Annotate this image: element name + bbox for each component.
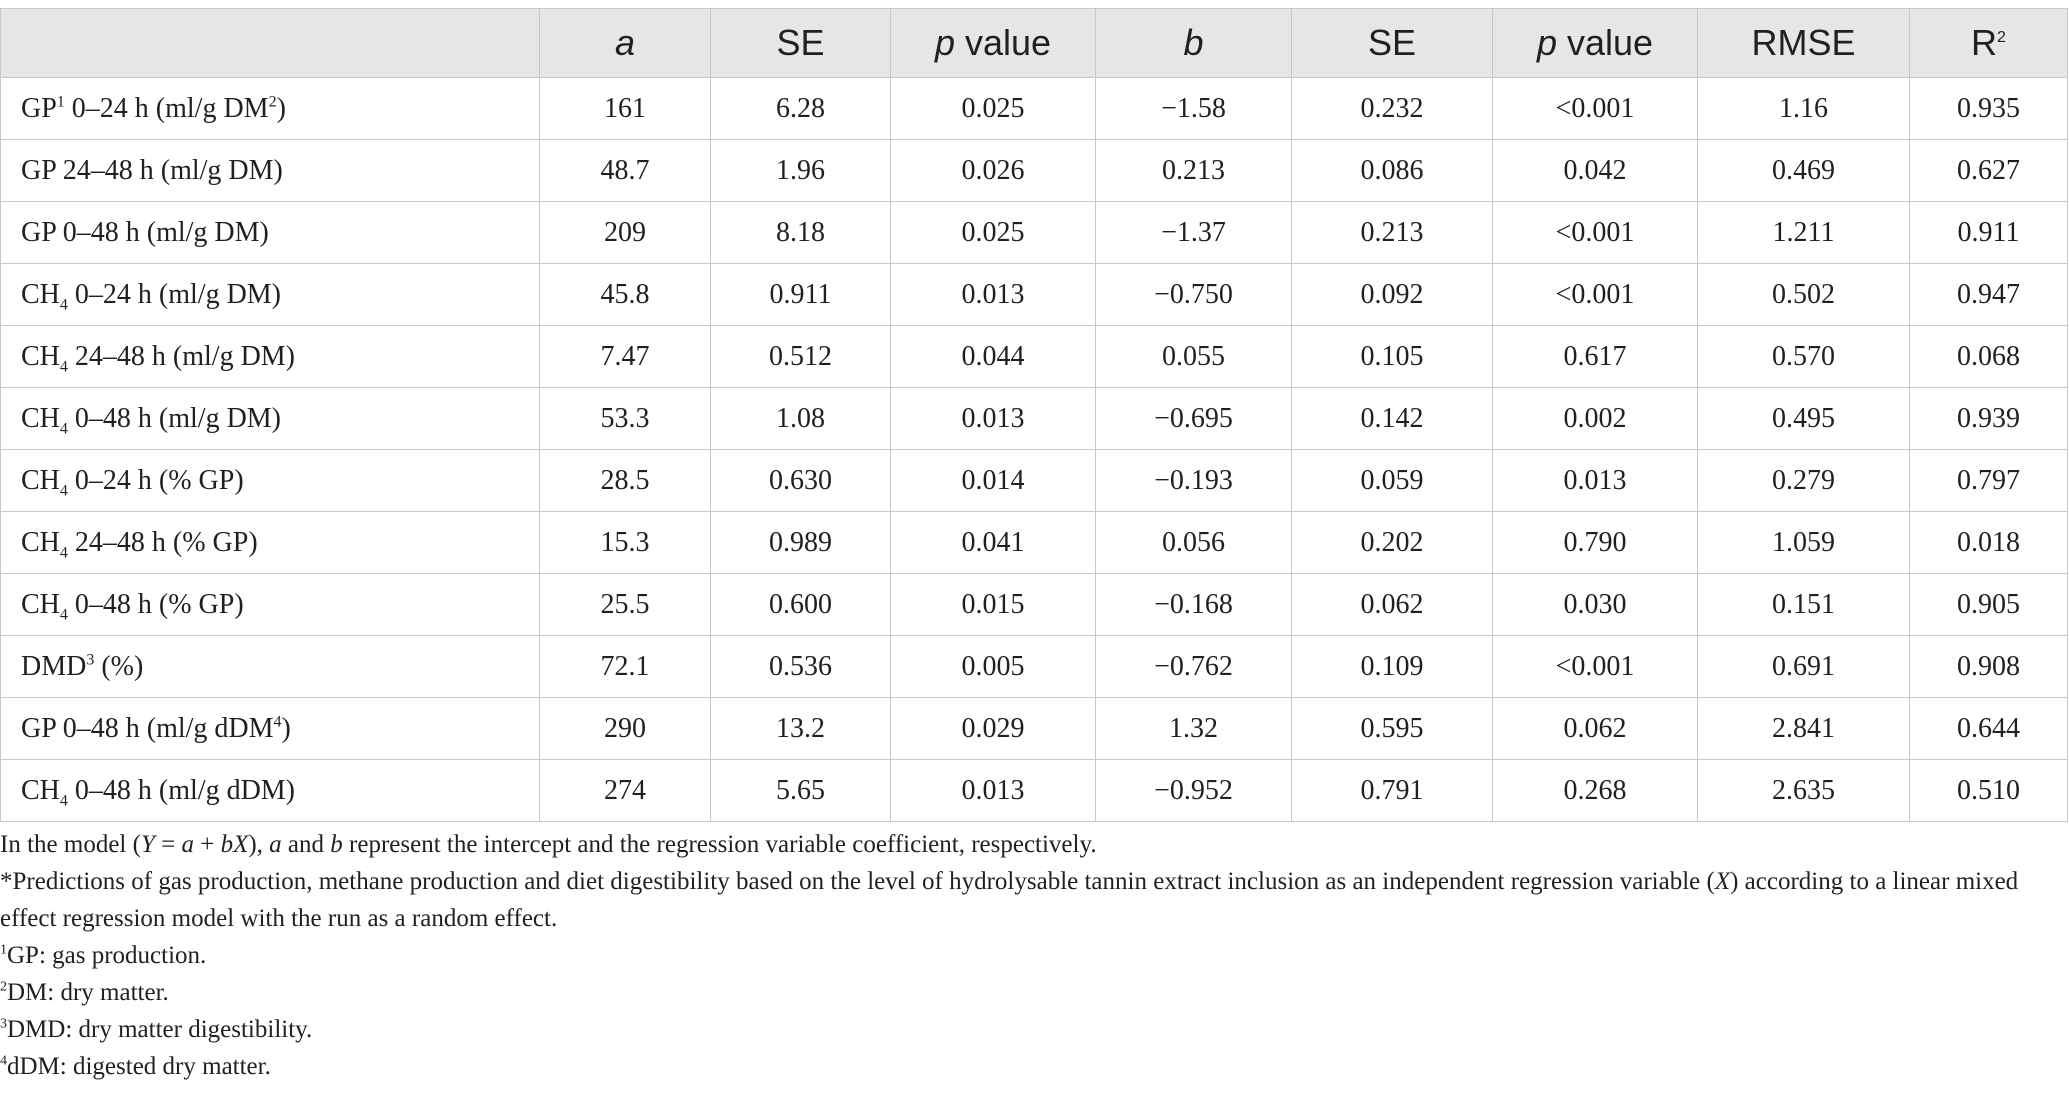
table-cell: 0.939 — [1910, 388, 2068, 450]
table-cell: 0.068 — [1910, 326, 2068, 388]
row-label-sub: 4 — [59, 296, 68, 314]
table-cell: 0.790 — [1493, 512, 1698, 574]
row-label-sup1: 3 — [86, 651, 95, 669]
header-label — [1, 9, 540, 78]
table-cell: 0.202 — [1292, 512, 1493, 574]
table-row — [1, 326, 2068, 388]
table-cell: 0.059 — [1292, 450, 1493, 512]
header-text: RMSE — [1751, 22, 1856, 63]
table-cell: 0.018 — [1910, 512, 2068, 574]
row-label-sub: 4 — [59, 420, 68, 438]
table-cell: −0.695 — [1096, 388, 1292, 450]
row-label-sub: 4 — [59, 482, 68, 500]
table-cell: 0.092 — [1292, 264, 1493, 326]
header-italic: p — [934, 22, 955, 63]
row-label — [1, 450, 540, 512]
table-cell: 290 — [540, 698, 711, 760]
row-label — [1, 574, 540, 636]
header-text: SE — [776, 22, 825, 63]
row-label-mid: 24–48 h (ml/g DM) — [67, 340, 296, 372]
table-row — [1, 388, 2068, 450]
header-text: R — [1971, 22, 1998, 63]
header-se-a — [711, 9, 891, 78]
predictions-note: *Predictions of gas production, methane production and diet digestibility based on the level of hydrolysable tannin extract inclusion as an independent regression variable (X) according to a linear mixed effect regression model with the run as a random effect. — [0, 868, 2019, 932]
row-label — [1, 202, 540, 264]
table-cell: 0.013 — [891, 264, 1096, 326]
table-cell: 0.213 — [1096, 140, 1292, 202]
footnote-2: $^2$DM: dry matter. — [0, 979, 169, 1006]
table-cell: −1.37 — [1096, 202, 1292, 264]
table-cell: 0.512 — [711, 326, 891, 388]
table-cell: 0.025 — [891, 202, 1096, 264]
row-label — [1, 140, 540, 202]
row-label-pre: GP — [21, 92, 57, 124]
table-cell: 0.013 — [1493, 450, 1698, 512]
row-label — [1, 78, 540, 140]
table-cell: 0.908 — [1910, 636, 2068, 698]
row-label-pre: CH — [21, 464, 60, 496]
table-cell: 0.151 — [1698, 574, 1910, 636]
table-cell: −0.168 — [1096, 574, 1292, 636]
row-label-sub: 4 — [59, 792, 68, 810]
table-cell: 53.3 — [540, 388, 711, 450]
row-label-pre: CH — [21, 588, 60, 620]
header-text: b — [1183, 22, 1204, 63]
table-cell: 0.791 — [1292, 760, 1493, 822]
header-se-b — [1292, 9, 1493, 78]
row-label-pre: GP 24–48 h (ml/g DM) — [21, 154, 283, 186]
table-cell: 2.841 — [1698, 698, 1910, 760]
table-cell: 0.268 — [1493, 760, 1698, 822]
table-cell: −0.952 — [1096, 760, 1292, 822]
table-cell: 0.014 — [891, 450, 1096, 512]
footnote-3: $^3$DMD: dry matter digestibility. — [0, 1016, 313, 1043]
table-cell: 0.026 — [891, 140, 1096, 202]
table-cell: 0.469 — [1698, 140, 1910, 202]
table-cell: 0.627 — [1910, 140, 2068, 202]
row-label-pre: CH — [21, 774, 60, 806]
table-cell: 0.989 — [711, 512, 891, 574]
row-label-sub: 4 — [59, 606, 68, 624]
row-label — [1, 760, 540, 822]
table-cell: 0.495 — [1698, 388, 1910, 450]
table-cell: −0.762 — [1096, 636, 1292, 698]
table-body — [1, 78, 2068, 822]
table-cell: 2.635 — [1698, 760, 1910, 822]
header-text: value — [954, 22, 1052, 63]
row-label-mid: 0–48 h (% GP) — [67, 588, 244, 620]
table-row — [1, 140, 2068, 202]
table-row — [1, 512, 2068, 574]
table-cell: <0.001 — [1493, 264, 1698, 326]
row-label — [1, 698, 540, 760]
table-cell: 0.055 — [1096, 326, 1292, 388]
row-label-pre: CH — [21, 526, 60, 558]
table-cell: 0.644 — [1910, 698, 2068, 760]
table-row — [1, 574, 2068, 636]
table-cell: 0.911 — [1910, 202, 2068, 264]
header-text: SE — [1367, 22, 1417, 63]
row-label-sup2: 2 — [268, 93, 277, 111]
header-sup: 2 — [1997, 29, 2006, 46]
table-cell: −0.750 — [1096, 264, 1292, 326]
table-cell: 0.056 — [1096, 512, 1292, 574]
table-cell: 0.041 — [891, 512, 1096, 574]
row-label-mid: 0–48 h (ml/g DM) — [67, 402, 282, 434]
table-row — [1, 202, 2068, 264]
table-cell: 0.797 — [1910, 450, 2068, 512]
table-cell: 0.013 — [891, 760, 1096, 822]
table-cell: 0.600 — [711, 574, 891, 636]
table-cell: <0.001 — [1493, 78, 1698, 140]
table-cell: 6.28 — [711, 78, 891, 140]
table-cell: 0.691 — [1698, 636, 1910, 698]
table-cell: 0.002 — [1493, 388, 1698, 450]
table-cell: 1.211 — [1698, 202, 1910, 264]
table-cell: −0.193 — [1096, 450, 1292, 512]
table-cell: 0.015 — [891, 574, 1096, 636]
header-text: a — [614, 22, 636, 63]
table-cell: 0.279 — [1698, 450, 1910, 512]
table-notes — [0, 826, 2060, 1085]
table-cell: 0.502 — [1698, 264, 1910, 326]
row-label-pre: GP 0–48 h (ml/g dDM — [21, 712, 274, 744]
table-cell: <0.001 — [1493, 202, 1698, 264]
table-row — [1, 698, 2068, 760]
table-cell: 0.570 — [1698, 326, 1910, 388]
table-cell: 0.086 — [1292, 140, 1493, 202]
row-label — [1, 636, 540, 698]
row-label — [1, 512, 540, 574]
table-cell: 28.5 — [540, 450, 711, 512]
table-row — [1, 760, 2068, 822]
table-row — [1, 636, 2068, 698]
row-label-sup1: 1 — [56, 93, 65, 111]
table-cell: 0.232 — [1292, 78, 1493, 140]
regression-table-container — [0, 8, 2067, 822]
table-cell: 0.905 — [1910, 574, 2068, 636]
table-cell: 0.213 — [1292, 202, 1493, 264]
table-cell: 0.911 — [711, 264, 891, 326]
header-r2 — [1910, 9, 2068, 78]
table-cell: <0.001 — [1493, 636, 1698, 698]
table-cell: 0.109 — [1292, 636, 1493, 698]
header-italic: p — [1536, 22, 1557, 63]
table-cell: 1.16 — [1698, 78, 1910, 140]
table-cell: 15.3 — [540, 512, 711, 574]
header-p-a — [891, 9, 1096, 78]
table-cell: 5.65 — [711, 760, 891, 822]
row-label-mid: (%) — [94, 650, 144, 682]
row-label-pre: DMD — [21, 650, 87, 682]
header-text: value — [1556, 22, 1654, 63]
table-cell: 13.2 — [711, 698, 891, 760]
table-row — [1, 78, 2068, 140]
row-label-sup2: 4 — [273, 713, 282, 731]
table-cell: 0.025 — [891, 78, 1096, 140]
table-row — [1, 450, 2068, 512]
table-cell: 0.042 — [1493, 140, 1698, 202]
table-cell: 0.595 — [1292, 698, 1493, 760]
row-label-pre: CH — [21, 402, 60, 434]
row-label-post: ) — [281, 712, 291, 744]
row-label-mid: 0–24 h (ml/g DM) — [67, 278, 282, 310]
table-cell: 0.062 — [1292, 574, 1493, 636]
header-a — [540, 9, 711, 78]
table-cell: 0.510 — [1910, 760, 2068, 822]
row-label-sub: 4 — [59, 358, 68, 376]
table-cell: 0.536 — [711, 636, 891, 698]
table-cell: 1.08 — [711, 388, 891, 450]
table-cell: 0.030 — [1493, 574, 1698, 636]
table-cell: 1.059 — [1698, 512, 1910, 574]
table-cell: 0.062 — [1493, 698, 1698, 760]
table-cell: −1.58 — [1096, 78, 1292, 140]
table-row — [1, 264, 2068, 326]
table-cell: 0.630 — [711, 450, 891, 512]
table-cell: 0.105 — [1292, 326, 1493, 388]
table-cell: 45.8 — [540, 264, 711, 326]
table-cell: 25.5 — [540, 574, 711, 636]
row-label-mid: 0–24 h (% GP) — [67, 464, 244, 496]
row-label — [1, 388, 540, 450]
footnote-4: $^4$dDM: digested dry matter. — [0, 1053, 271, 1080]
row-label-post: ) — [276, 92, 286, 124]
table-cell: 0.013 — [891, 388, 1096, 450]
row-label-pre: CH — [21, 278, 60, 310]
row-label-sub: 4 — [59, 544, 68, 562]
table-cell: 0.935 — [1910, 78, 2068, 140]
row-label — [1, 326, 540, 388]
table-cell: 72.1 — [540, 636, 711, 698]
footnote-1: $^1$GP: gas production. — [0, 942, 207, 969]
table-cell: 274 — [540, 760, 711, 822]
table-cell: 0.005 — [891, 636, 1096, 698]
header-row — [1, 9, 2068, 78]
row-label-pre: CH — [21, 340, 60, 372]
row-label-pre: GP 0–48 h (ml/g DM) — [21, 216, 269, 248]
row-label-mid: 0–48 h (ml/g dDM) — [67, 774, 296, 806]
table-cell: 8.18 — [711, 202, 891, 264]
row-label-mid: 24–48 h (% GP) — [67, 526, 258, 558]
header-rmse — [1698, 9, 1910, 78]
row-label-mid: 0–24 h (ml/g DM — [64, 92, 269, 124]
table-cell: 1.96 — [711, 140, 891, 202]
table-cell: 0.617 — [1493, 326, 1698, 388]
table-cell: 0.947 — [1910, 264, 2068, 326]
header-p-b — [1493, 9, 1698, 78]
table-cell: 48.7 — [540, 140, 711, 202]
table-cell: 161 — [540, 78, 711, 140]
table-cell: 7.47 — [540, 326, 711, 388]
regression-table — [0, 8, 2068, 822]
header-b — [1096, 9, 1292, 78]
row-label — [1, 264, 540, 326]
table-cell: 209 — [540, 202, 711, 264]
model-note: In the model (Y = a + bX), a and b represent the intercept and the regression variable coefficient, respectively. — [0, 831, 1097, 858]
table-cell: 0.029 — [891, 698, 1096, 760]
table-cell: 0.142 — [1292, 388, 1493, 450]
table-cell: 1.32 — [1096, 698, 1292, 760]
table-cell: 0.044 — [891, 326, 1096, 388]
